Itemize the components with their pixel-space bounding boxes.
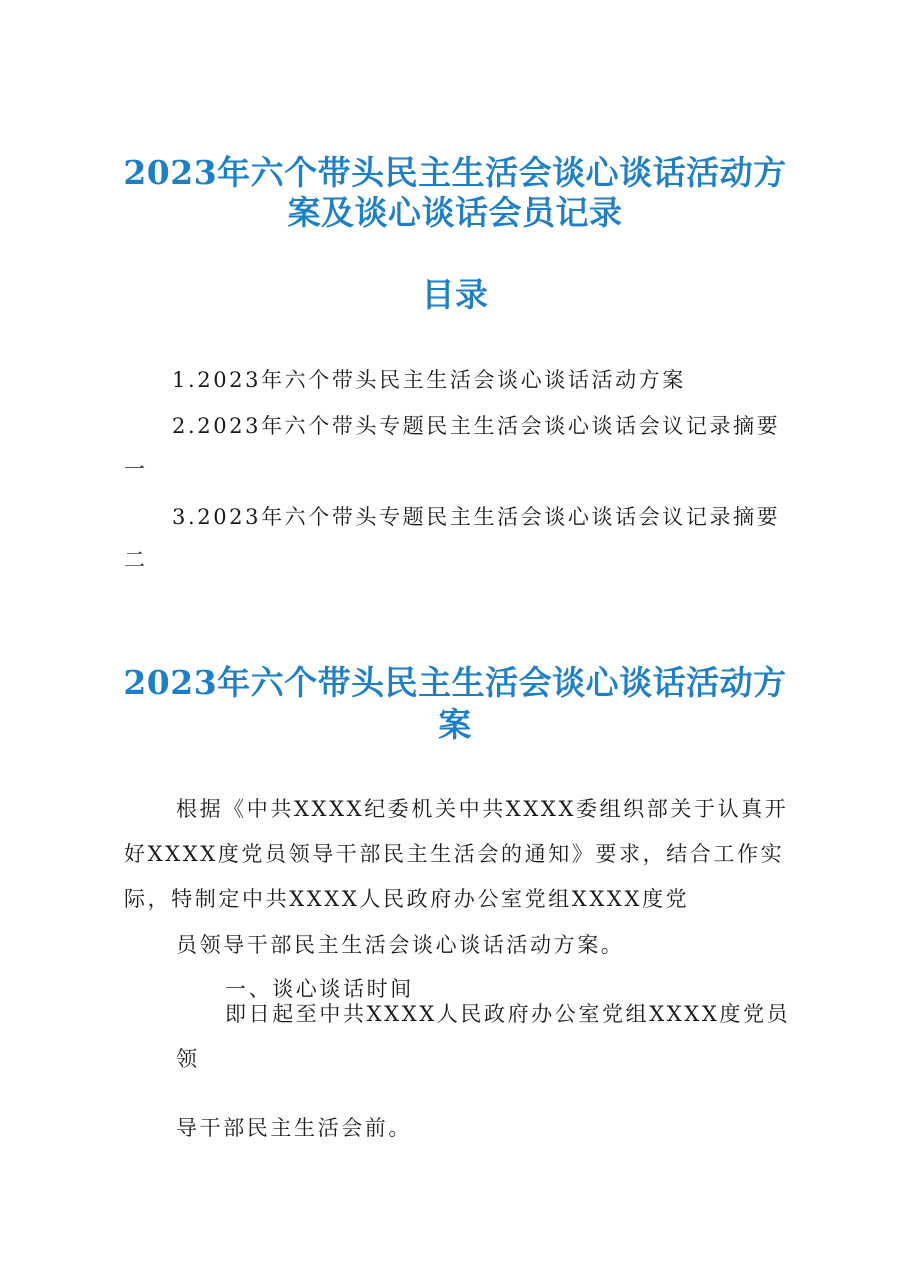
document-title-line-1: 2023年六个带头民主生活会谈心谈话活动方 [123,153,787,192]
toc-item-1: 1.2023年六个带头民主生活会谈心谈话活动方案 [172,368,686,392]
subheading-talk-time: 一、谈心谈话时间 [225,977,414,1001]
paragraph-4: 导干部民主生活会前。 [176,1116,412,1140]
toc-item-2-continuation: 一 [124,457,148,481]
section-title-line-2: 案 [438,705,472,744]
document-title-line-2: 案及谈心谈话会员记录 [287,193,623,232]
paragraph-1-line-2: 好XXXX度党员领导干部民主生活会的通知》要求，结合工作实 [124,842,785,866]
toc-item-3-continuation: 二 [124,548,148,572]
paragraph-3-line-1: 即日起至中共XXXX人民政府办公室党组XXXX度党员 [225,1002,791,1026]
section-title-line-1: 2023年六个带头民主生活会谈心谈话活动方 [123,663,787,702]
toc-item-3: 3.2023年六个带头专题民主生活会谈心谈话会议记录摘要 [172,505,781,529]
paragraph-1-line-3: 际，特制定中共XXXX人民政府办公室党组XXXX度党 [124,887,690,911]
paragraph-2: 员领导干部民主生活会谈心谈话活动方案。 [176,933,625,957]
paragraph-1-line-1: 根据《中共XXXX纪委机关中共XXXX委组织部关于认真开 [176,797,789,821]
toc-item-2: 2.2023年六个带头专题民主生活会谈心谈话会议记录摘要 [172,414,781,438]
toc-heading: 目录 [421,275,489,314]
paragraph-3-line-2: 领 [176,1047,200,1071]
